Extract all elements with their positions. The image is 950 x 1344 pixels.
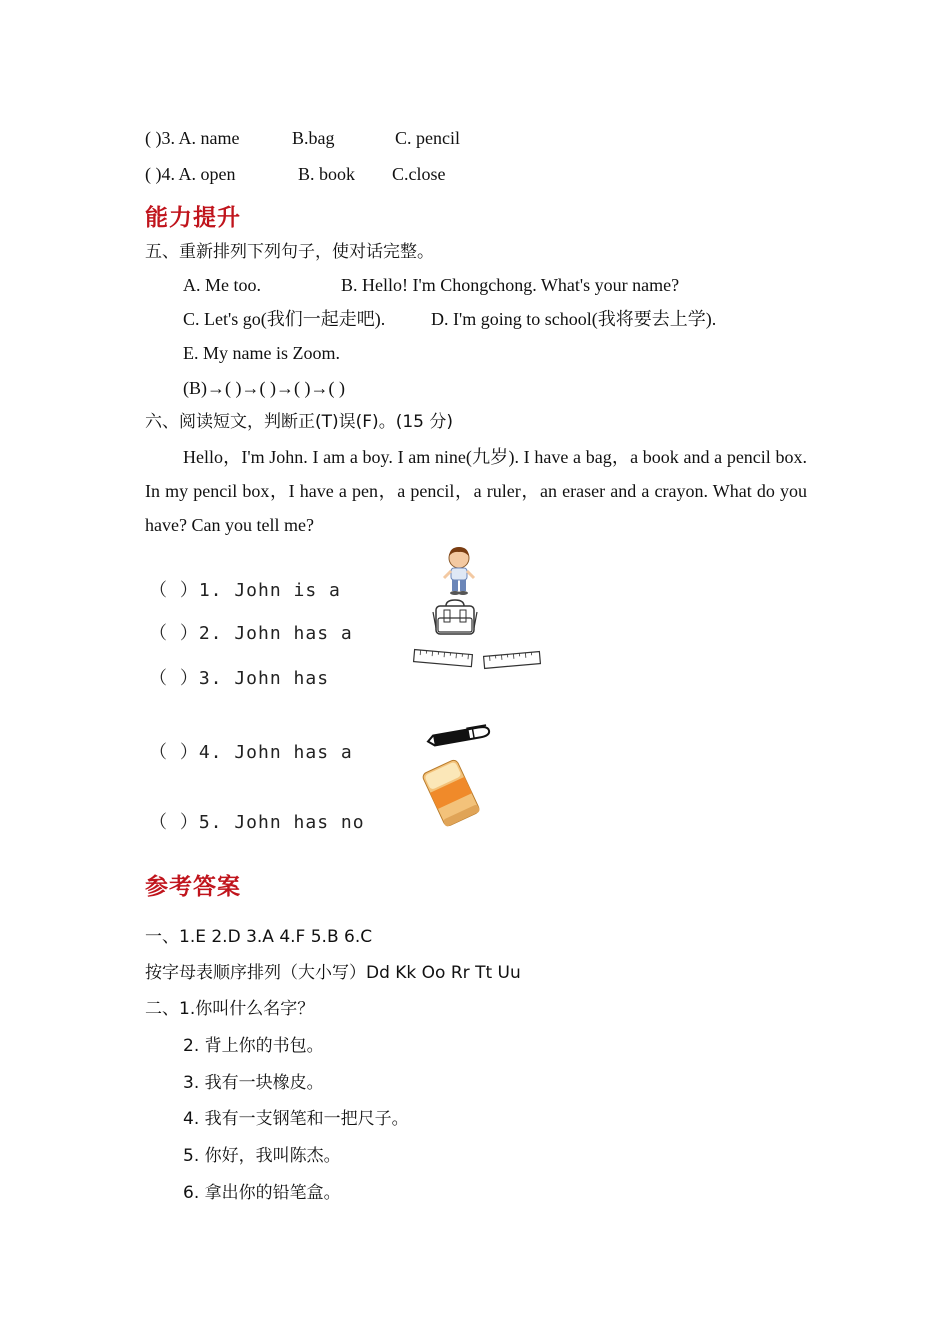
q5-option-c: C. Let's go(我们一起走吧). bbox=[183, 309, 386, 329]
row3-number: ( )3. A. name bbox=[145, 128, 240, 148]
answer-item-2-text: 2. 背上你的书包。 bbox=[183, 1036, 324, 1056]
answer-item-5 bbox=[183, 1141, 341, 1166]
answer-item-4-text: 4. 我有一支钢笔和一把尺子。 bbox=[183, 1109, 409, 1129]
answer-item-3-text: 3. 我有一块橡皮。 bbox=[183, 1073, 324, 1093]
row4-number: ( )4. A. open bbox=[145, 164, 236, 184]
answer-line-2-text: 按字母表顺序排列（大小写）Dd Kk Oo Rr Tt Uu bbox=[145, 963, 521, 983]
q5-option-a: A. Me too. bbox=[183, 275, 261, 295]
eraser-icon bbox=[420, 758, 482, 828]
q6-title: 六、阅读短文，判断正(T)误(F)。(15 分) bbox=[145, 412, 453, 432]
answer-line-3-text: 二、1.你叫什么名字？ bbox=[145, 999, 315, 1019]
answer-line-1-text: 一、1.E 2.D 3.A 4.F 5.B 6.C bbox=[145, 927, 373, 947]
q6-passage bbox=[145, 440, 807, 542]
q5-option-d: D. I'm going to school(我将要去上学). bbox=[431, 309, 717, 329]
q5-option-b: B. Hello! I'm Chongchong. What's your name? bbox=[341, 275, 680, 295]
q6-item-5: （ ）5. John has no bbox=[149, 812, 365, 833]
q6-item-2: （ ）2. John has a bbox=[149, 623, 353, 644]
boy-icon bbox=[440, 544, 478, 596]
answer-item-2 bbox=[183, 1031, 324, 1056]
row4-option-c: C.close bbox=[392, 164, 446, 184]
answer-line-2 bbox=[145, 958, 521, 983]
row3-option-b: B.bag bbox=[292, 128, 335, 148]
answer-item-6 bbox=[183, 1178, 341, 1203]
answer-item-6-text: 6. 拿出你的铅笔盒。 bbox=[183, 1183, 341, 1203]
q5-option-e: E. My name is Zoom. bbox=[183, 343, 340, 363]
q5-order-blanks: (B)→( )→( )→( )→( ) bbox=[183, 378, 345, 398]
pen-icon bbox=[423, 718, 495, 748]
bag-icon bbox=[432, 598, 478, 638]
q6-passage-text: Hello，I'm John. I am a boy. I am nine(九岁). I have a bag，a book and a pencil box. In my pencil box，I have a pen，a pencil，a ruler，an eraser and a crayon. What do you have? Can you tell me? bbox=[145, 447, 807, 535]
answer-item-4 bbox=[183, 1104, 409, 1129]
ruler-icon bbox=[412, 646, 544, 676]
section-heading-ability: 能力提升 bbox=[145, 205, 241, 231]
answer-line-3 bbox=[145, 994, 314, 1019]
q6-item-1: （ ）1. John is a bbox=[149, 580, 341, 601]
q6-item-3: （ ）3. John has bbox=[149, 668, 330, 689]
q5-title: 五、重新排列下列句子，使对话完整。 bbox=[145, 242, 434, 262]
answer-line-1 bbox=[145, 922, 372, 947]
q6-item-4: （ ）4. John has a bbox=[149, 742, 353, 763]
row4-option-b: B. book bbox=[298, 164, 356, 184]
answer-item-5-text: 5. 你好，我叫陈杰。 bbox=[183, 1146, 341, 1166]
section-heading-answers: 参考答案 bbox=[145, 874, 241, 900]
row3-option-c: C. pencil bbox=[395, 128, 460, 148]
answer-item-3 bbox=[183, 1068, 324, 1093]
